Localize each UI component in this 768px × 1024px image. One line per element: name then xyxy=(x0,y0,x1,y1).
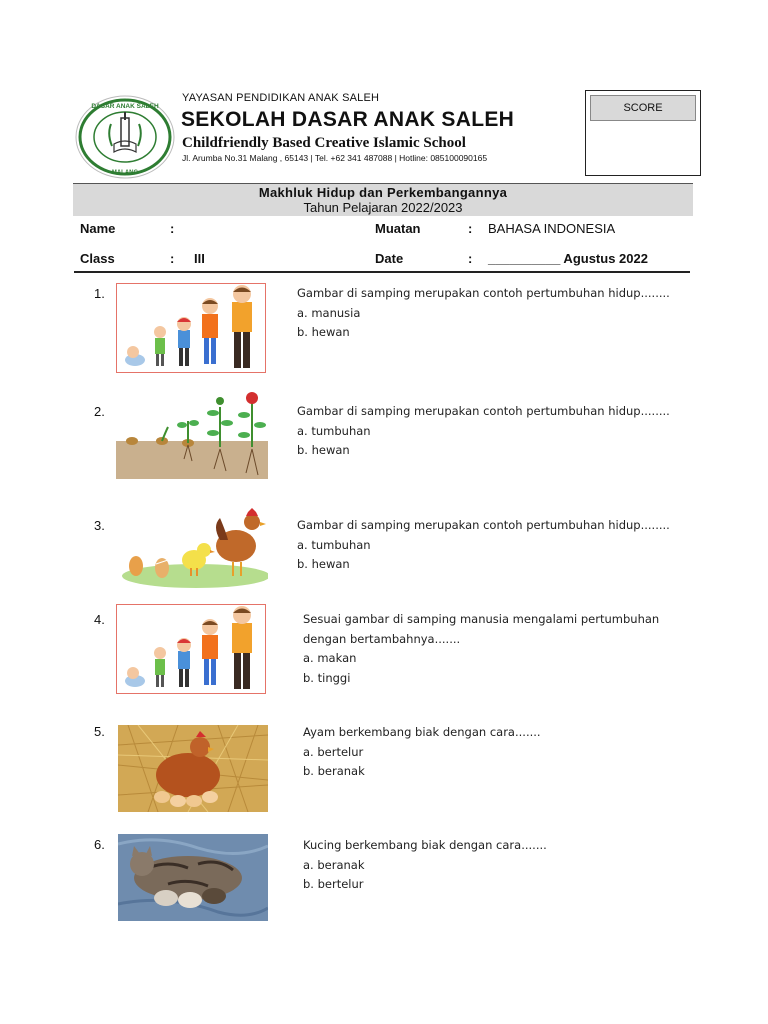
plant-growth-picture xyxy=(116,389,268,479)
human-growth-picture-2 xyxy=(116,604,266,694)
cat-photo xyxy=(118,834,268,921)
question-1-option-a[interactable]: a. manusia xyxy=(297,305,361,320)
worksheet-title: Makhluk Hidup dan Perkembangannya xyxy=(258,185,508,200)
question-4-text-line2: dengan bertambahnya....... xyxy=(303,631,461,646)
title-band xyxy=(73,183,693,216)
class-label: Class xyxy=(80,251,115,266)
question-2-option-b[interactable]: b. hewan xyxy=(297,443,350,457)
question-4 xyxy=(303,610,659,688)
muatan-label: Muatan xyxy=(375,221,421,236)
human-growth-picture xyxy=(116,283,266,373)
question-4-text: Sesuai gambar di samping manusia mengalami pertumbuhan xyxy=(303,612,660,626)
question-3-text: Gambar di samping merupakan contoh pertumbuhan hidup........ xyxy=(297,518,670,532)
question-4-option-a[interactable]: a. makan xyxy=(303,651,357,665)
school-logo xyxy=(74,94,176,180)
question-5-option-b[interactable]: b. beranak xyxy=(303,764,365,778)
question-2-number: 2. xyxy=(94,404,105,419)
class-value: III xyxy=(194,251,205,266)
question-6-number: 6. xyxy=(94,837,105,852)
svg-text:DASAR ANAK SALEH: DASAR ANAK SALEH xyxy=(91,103,159,110)
question-6 xyxy=(303,836,547,895)
school-tagline: Childfriendly Based Creative Islamic School xyxy=(182,135,466,151)
question-6-option-b[interactable]: b. bertelur xyxy=(303,877,364,891)
question-3-option-b[interactable]: b. hewan xyxy=(297,557,350,571)
question-4-option-b[interactable]: b. tinggi xyxy=(303,670,351,685)
date-label: Date xyxy=(375,251,404,266)
score-box[interactable] xyxy=(585,90,701,176)
question-5-number: 5. xyxy=(94,724,105,739)
score-label: SCORE xyxy=(590,95,696,121)
question-6-text: Kucing berkembang biak dengan cara....... xyxy=(303,838,547,852)
name-colon: : xyxy=(170,221,175,236)
question-5-text: Ayam berkembang biak dengan cara....... xyxy=(303,725,541,739)
question-6-option-a[interactable]: a. beranak xyxy=(303,857,365,872)
question-3-option-a[interactable]: a. tumbuhan xyxy=(297,537,371,552)
question-1-text: Gambar di samping merupakan contoh pertumbuhan hidup........ xyxy=(297,286,670,300)
header-divider xyxy=(74,271,690,273)
question-3 xyxy=(297,516,670,575)
question-1-number: 1. xyxy=(94,286,105,301)
question-2-text: Gambar di samping merupakan contoh pertumbuhan hidup........ xyxy=(297,404,670,418)
question-1 xyxy=(297,284,670,343)
class-colon: : xyxy=(170,251,175,266)
muatan-value: BAHASA INDONESIA xyxy=(488,221,616,236)
chicken-growth-picture xyxy=(116,500,268,592)
question-3-number: 3. xyxy=(94,518,105,533)
question-2-option-a[interactable]: a. tumbuhan xyxy=(297,423,371,438)
date-value: __________ Agustus 2022 xyxy=(488,251,648,266)
muatan-colon: : xyxy=(468,221,473,236)
question-1-option-b[interactable]: b. hewan xyxy=(297,325,350,339)
question-2 xyxy=(297,402,670,461)
foundation-name: YAYASAN PENDIDIKAN ANAK SALEH xyxy=(182,92,380,104)
school-year: Tahun Pelajaran 2022/2023 xyxy=(303,200,463,215)
school-name: SEKOLAH DASAR ANAK SALEH xyxy=(181,108,515,131)
name-label: Name xyxy=(80,221,116,236)
logo-city: MALANG xyxy=(111,170,139,176)
hen-photo xyxy=(118,725,268,812)
question-4-number: 4. xyxy=(94,612,105,627)
question-5 xyxy=(303,723,541,782)
school-address: Jl. Arumba No.31 Malang , 65143 | Tel. +62 341 487088 | Hotline: 085100090165 xyxy=(182,153,488,163)
date-colon: : xyxy=(468,251,473,266)
question-5-option-a[interactable]: a. bertelur xyxy=(303,744,364,759)
